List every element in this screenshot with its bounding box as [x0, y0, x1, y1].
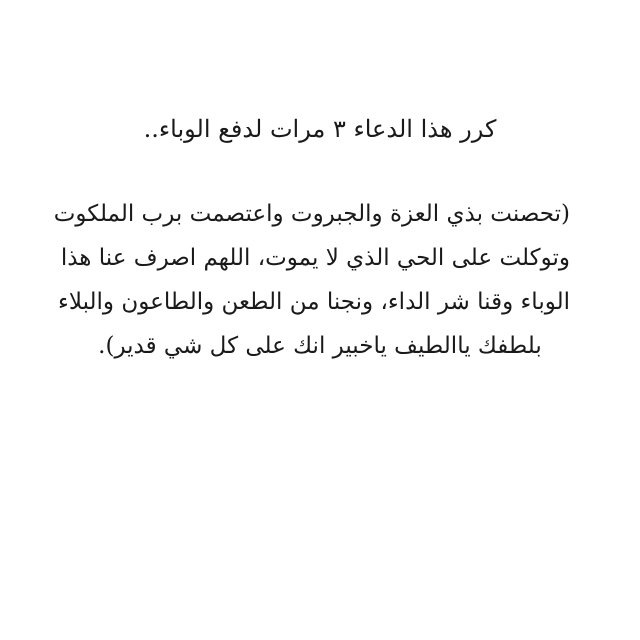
- prayer-line-2: وتوكلت على الحي الذي لا يموت، اللهم اصرف عنا هذا: [60, 245, 570, 271]
- prayer-title: كرر هذا الدعاء ٣ مرات لدفع الوباء..: [143, 115, 497, 143]
- prayer-line-1: (تحصنت بذي العزة والجبروت واعتصمت برب الملكوت: [53, 201, 570, 227]
- prayer-line-4: بلطفك ياالطيف ياخبير انك على كل شي قدير).: [98, 333, 542, 359]
- prayer-line-3: الوباء وقنا شر الداء، ونجنا من الطعن والطاعون والبلاء: [58, 289, 570, 315]
- prayer-text: [53, 192, 570, 368]
